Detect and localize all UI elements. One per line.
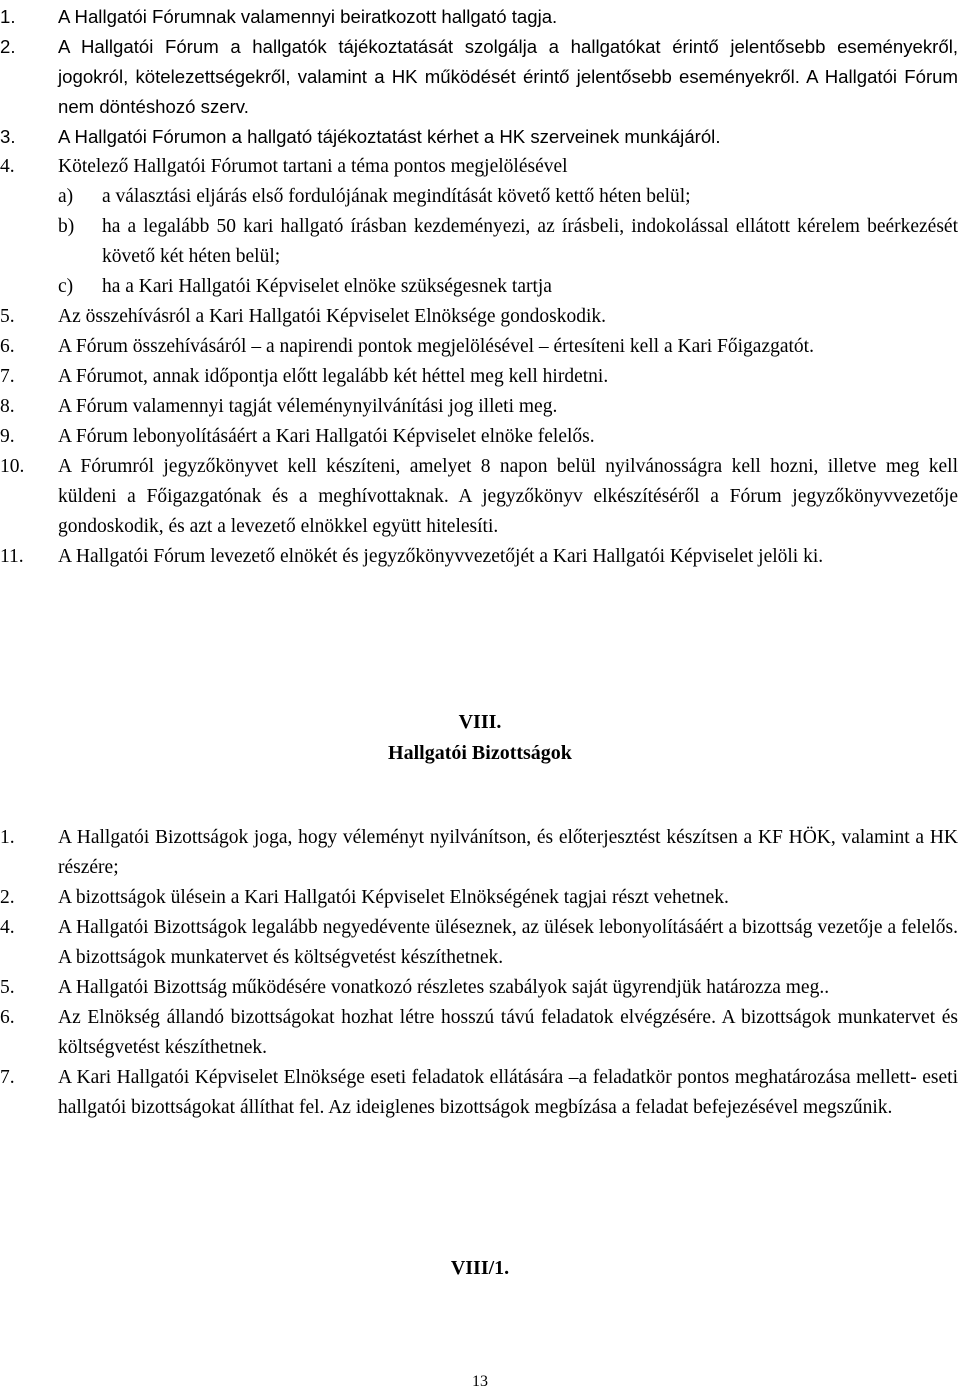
list-item	[0, 152, 960, 302]
item-number: 11.	[0, 546, 24, 567]
list-item	[0, 362, 960, 392]
list-item	[0, 1063, 960, 1123]
sub-item-text: ha a Kari Hallgatói Képviselet elnöke szükségesnek tartja	[102, 276, 552, 297]
item-text: A bizottságok ülésein a Kari Hallgatói Képviselet Elnökségének tagjai részt vehetnek.	[58, 887, 729, 908]
hallgatoi-forum-list	[0, 2, 960, 572]
item-number: 6.	[0, 1007, 15, 1028]
sub-item-text: a választási eljárás első fordulójának megindítását követő kettő héten belül;	[102, 186, 691, 207]
list-item	[0, 542, 960, 572]
list-item	[0, 823, 960, 883]
item-number: 1.	[0, 6, 16, 27]
item-text: Az Elnökség állandó bizottságokat hozhat létre hosszú távú feladatok elvégzésére. A bizottságok munkatervet és költségvetést készíthetnek.	[58, 1007, 958, 1058]
item-number: 2.	[0, 887, 15, 908]
item-text: A Fórum valamennyi tagját véleménynyilvánítási jog illeti meg.	[58, 396, 558, 417]
page-number: 13	[472, 1373, 488, 1390]
list-item	[0, 973, 960, 1003]
item-number: 6.	[0, 336, 15, 357]
list-item	[0, 1003, 960, 1063]
list-item	[0, 122, 960, 152]
item-number: 7.	[0, 1067, 15, 1088]
list-item	[0, 392, 960, 422]
item-text: A Fórum lebonyolításáért a Kari Hallgatói Képviselet elnöke felelős.	[58, 426, 595, 447]
item-number: 5.	[0, 977, 15, 998]
item-number: 5.	[0, 306, 15, 327]
sub-item-text: ha a legalább 50 kari hallgató írásban kezdeményezi, az írásbeli, indokolással ellátott kérelem beérkezését követő két héten belül;	[102, 216, 958, 267]
list-item	[0, 913, 960, 973]
item-text: A Fórumot, annak időpontja előtt legalább két héttel meg kell hirdetni.	[58, 366, 609, 387]
item-text: A Fórumról jegyzőkönyvet kell készíteni, amelyet 8 napon belül nyilvánosságra kell hozni, illetve meg kell küldeni a Főigazgatónak és a meghívottaknak. A jegyzőkönyv elkészítéséről a Fórum jegyzőkönyvvezetője gondoskodik, és azt a levezető elnökkel együtt hitelesíti.	[58, 456, 958, 537]
subsection-number: VIII/1.	[450, 1257, 510, 1279]
item-text: A Kari Hallgatói Képviselet Elnöksége eseti feladatok ellátására –a feladatkör pontos meghatározása mellett- eseti hallgatói bizottságokat állíthat fel. Az ideiglenes bizottságok megbízása a feladat befejezésével megszűnik.	[58, 1067, 958, 1118]
item-number: 8.	[0, 396, 15, 417]
item-text: Az összehívásról a Kari Hallgatói Képviselet Elnöksége gondoskodik.	[58, 306, 607, 327]
sub-item	[58, 272, 958, 302]
item-number: 3.	[0, 126, 16, 147]
item-text: A Hallgatói Bizottság működésére vonatkozó részletes szabályok saját ügyrendjük határozza meg..	[58, 977, 830, 998]
item-number: 4.	[0, 156, 15, 177]
item-text: Kötelező Hallgatói Fórumot tartani a téma pontos megjelölésével	[58, 156, 568, 177]
list-item	[0, 302, 960, 332]
item-text: A Hallgatói Fórumnak valamennyi beiratkozott hallgató tagja.	[58, 6, 558, 27]
section-title: Hallgatói Bizottságok	[388, 742, 572, 764]
item-text: A Hallgatói Bizottságok legalább negyedévente üléseznek, az ülések lebonyolításáért a bizottság vezetője a felelős. A bizottságok munkatervet és költségvetést készíthetnek.	[58, 917, 958, 968]
item-text: A Hallgatói Fórumon a hallgató tájékoztatást kérhet a HK szerveinek munkájáról.	[58, 126, 721, 147]
sub-item-label: b)	[58, 216, 75, 237]
sub-item	[58, 182, 958, 212]
item-number: 9.	[0, 426, 15, 447]
section-number: VIII.	[458, 711, 502, 733]
list-item	[0, 32, 960, 122]
item-number: 7.	[0, 366, 15, 387]
sub-list	[58, 182, 958, 302]
sub-item-label: c)	[58, 276, 74, 297]
item-number: 2.	[0, 36, 16, 57]
list-item	[0, 2, 960, 32]
list-item	[0, 452, 960, 542]
hallgatoi-bizottsagok-list	[0, 823, 960, 1123]
item-text: A Hallgatói Fórum a hallgatók tájékoztatását szolgálja a hallgatókat érintő jelentősebb eseményekről, jogokról, kötelezettségekről, valamint a HK működését érintő jelentősebb eseményekről. A Hallgatói Fórum nem döntéshozó szerv.	[58, 36, 958, 117]
sub-item	[58, 212, 958, 272]
item-text: A Fórum összehívásáról – a napirendi pontok megjelölésével – értesíteni kell a Kari Főigazgatót.	[58, 336, 814, 357]
item-text: A Hallgatói Fórum levezető elnökét és jegyzőkönyvvezetőjét a Kari Hallgatói Képviselet jelöli ki.	[58, 546, 824, 567]
list-item	[0, 422, 960, 452]
list-item	[0, 332, 960, 362]
item-number: 10.	[0, 456, 25, 477]
item-text: A Hallgatói Bizottságok joga, hogy véleményt nyilvánítson, és előterjesztést készítsen a KF HÖK, valamint a HK részére;	[58, 827, 958, 878]
list-item	[0, 883, 960, 913]
item-number: 1.	[0, 827, 15, 848]
item-number: 4.	[0, 917, 15, 938]
sub-item-label: a)	[58, 186, 74, 207]
